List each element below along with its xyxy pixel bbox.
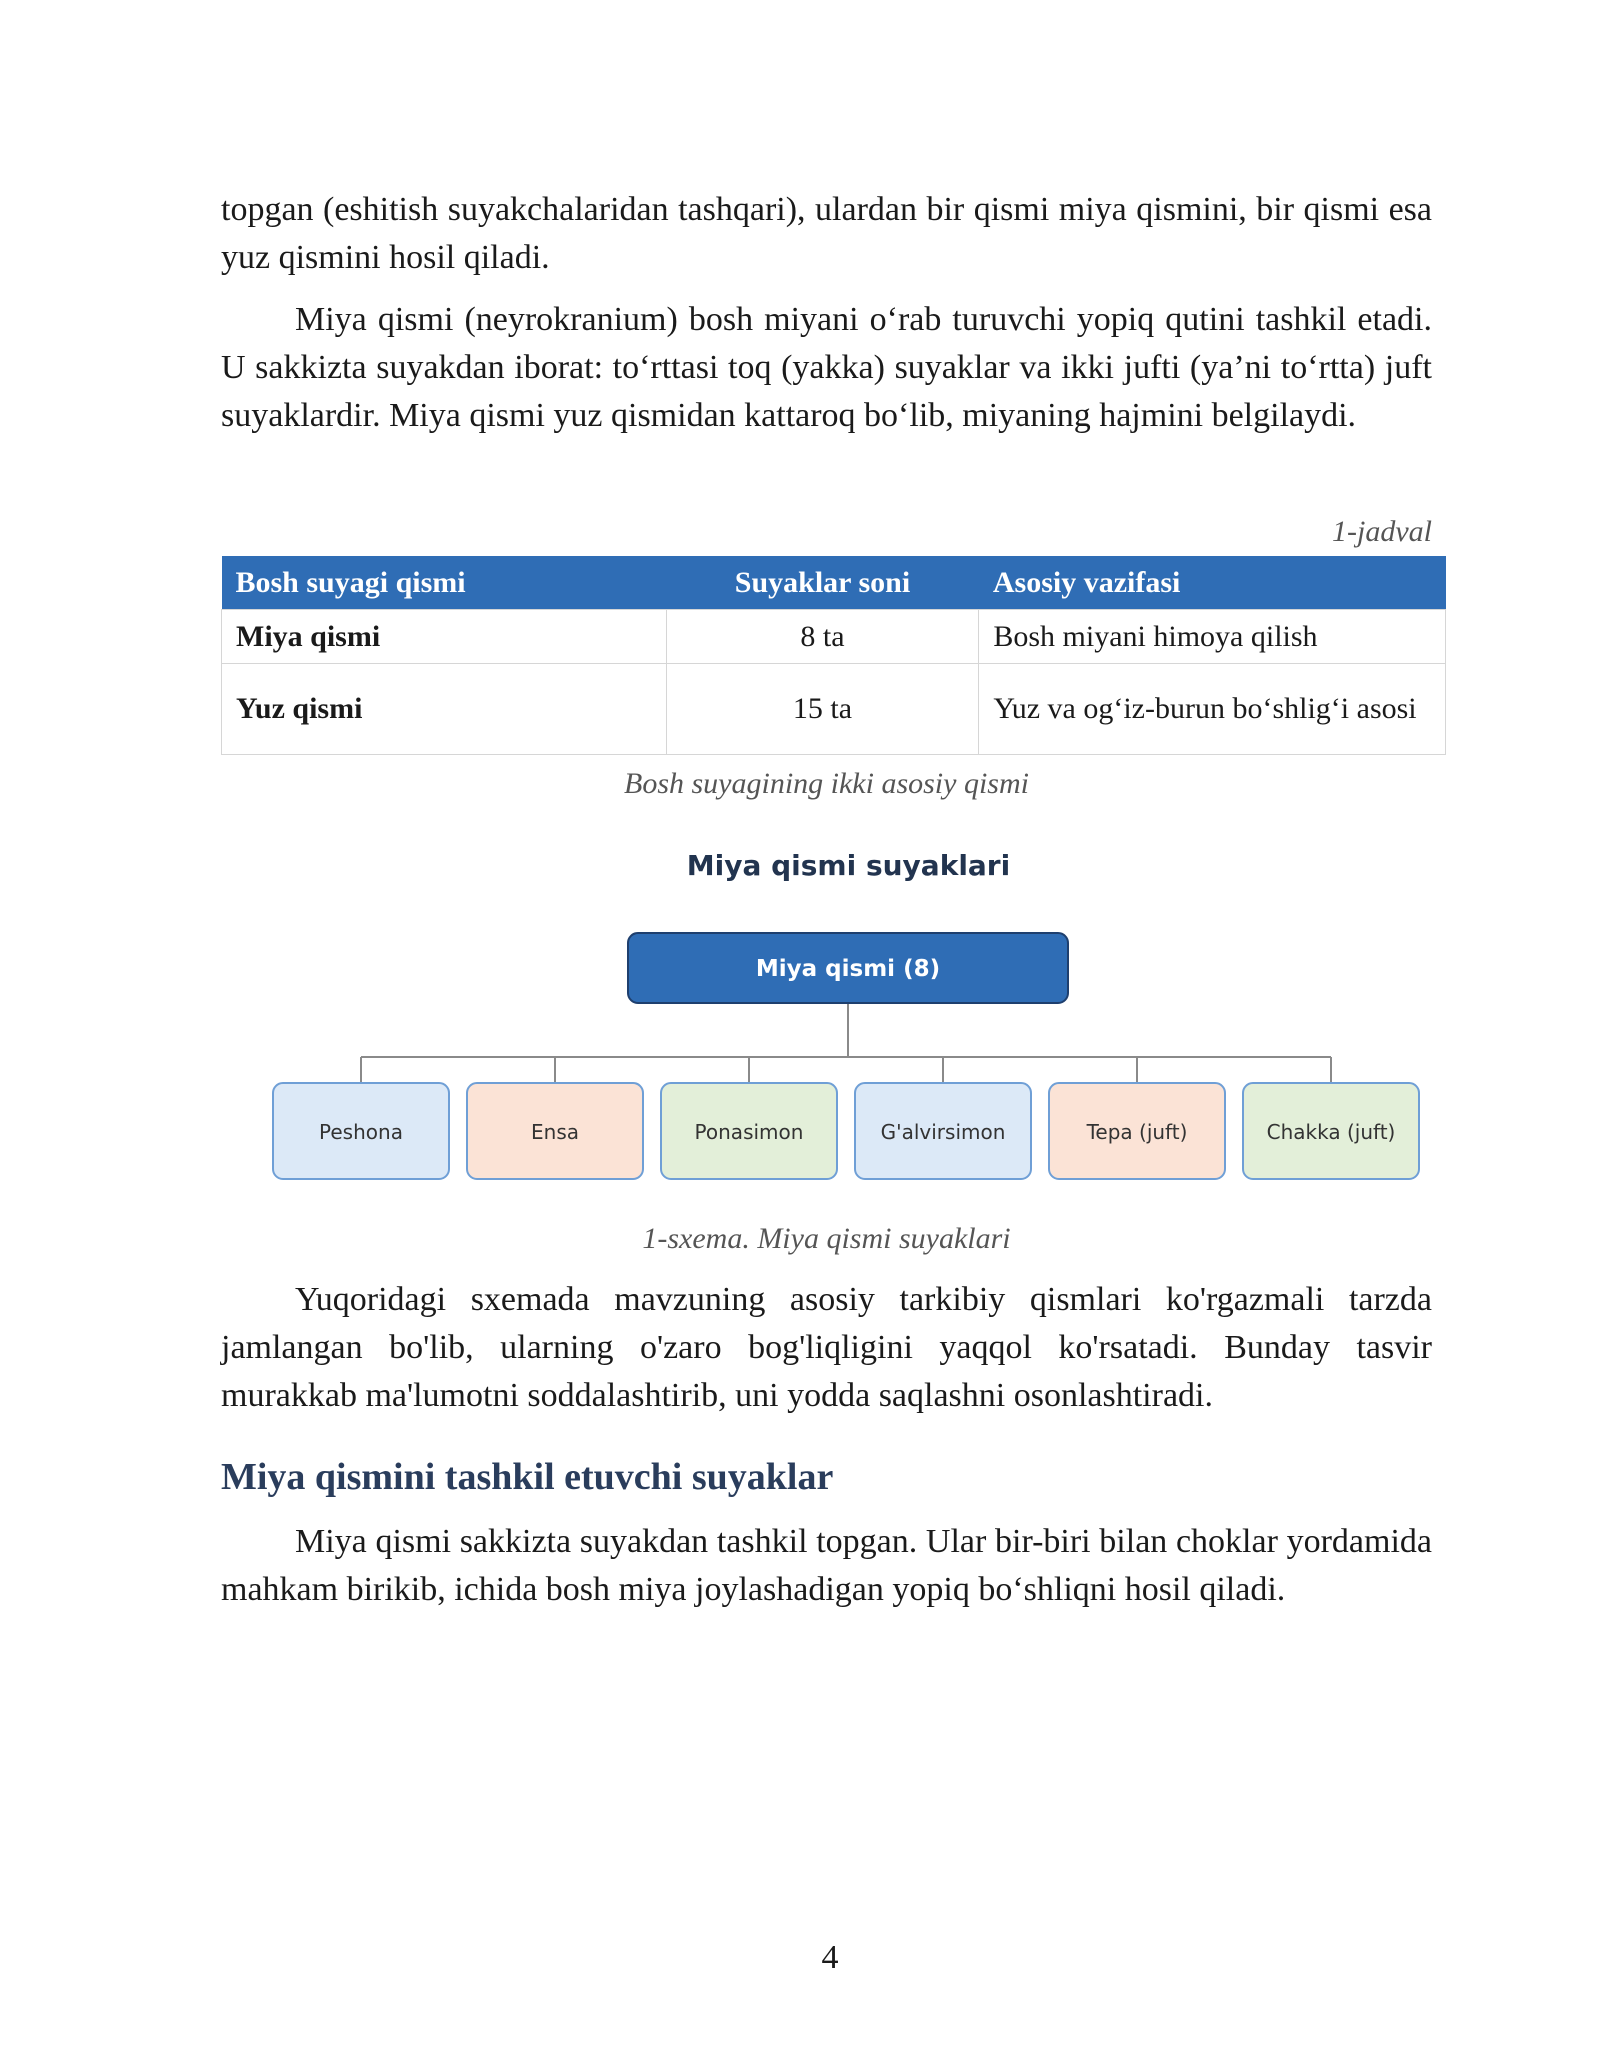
diagram-child-nodes: [273, 1083, 1419, 1179]
hierarchy-diagram: [0, 900, 1600, 1200]
diagram-child-label: G'alvirsimon: [880, 1120, 1006, 1144]
table-cell: Yuz qismi: [222, 664, 667, 755]
diagram-root-label: Miya qismi (8): [755, 956, 941, 982]
diagram-child-node: [855, 1083, 1031, 1179]
diagram-title: Miya qismi suyaklari: [686, 849, 1011, 882]
diagram-child-node: [1049, 1083, 1225, 1179]
table-cell: 15 ta: [666, 664, 979, 755]
diagram-child-label: Chakka (juft): [1266, 1120, 1396, 1144]
paragraph-4: Miya qismi sakkizta suyakdan tashkil topgan. Ular bir-biri bilan choklar yordamida mahkam birikib, ichida bosh miya joylashadigan yopiq bo‘shliqni hosil qiladi.: [221, 1523, 1432, 1608]
table-cell: Miya qismi: [222, 610, 667, 664]
table-cell: Bosh miyani himoya qilish: [979, 610, 1446, 664]
table-label: 1-jadval: [1332, 515, 1432, 548]
table-header-cell: Bosh suyagi qismi: [222, 556, 667, 610]
diagram-child-label: Tepa (juft): [1086, 1120, 1188, 1144]
table-cell: Yuz va og‘iz-burun bo‘shlig‘i asosi: [979, 664, 1446, 755]
table-header-cell: Asosiy vazifasi: [979, 556, 1446, 610]
diagram-child-label: Peshona: [319, 1120, 403, 1144]
diagram-child-node: [273, 1083, 449, 1179]
diagram-child-label: Ponasimon: [694, 1120, 804, 1144]
diagram-caption: 1-sxema. Miya qismi suyaklari: [642, 1222, 1011, 1255]
diagram-root-node: [628, 933, 1068, 1003]
diagram-child-label: Ensa: [531, 1120, 579, 1144]
section-heading: Miya qismini tashkil etuvchi suyaklar: [221, 1456, 834, 1498]
table-header-cell: Suyaklar soni: [666, 556, 979, 610]
table-row: [222, 610, 1446, 664]
paragraph-2: Miya qismi (neyrokranium) bosh miyani o‘rab turuvchi yopiq qutini tashkil etadi. U sakkizta suyakdan iborat: to‘rttasi toq (yakka) suyaklar va ikki jufti (ya’ni to‘rtta) juft suyaklardir. Miya qismi yuz qismidan kattaroq bo‘lib, miyaning hajmini belgilaydi.: [221, 301, 1432, 434]
page-number: 4: [821, 1939, 839, 1976]
table-header-row: [222, 556, 1446, 610]
diagram-connectors: [361, 1003, 1331, 1083]
diagram-child-node: [467, 1083, 643, 1179]
data-table: [221, 556, 1446, 755]
table-row: [222, 664, 1446, 755]
diagram-child-node: [661, 1083, 837, 1179]
paragraph-1: topgan (eshitish suyakchalaridan tashqari), ulardan bir qismi miya qismini, bir qismi esa yuz qismini hosil qiladi.: [221, 191, 1432, 276]
table-caption: Bosh suyagining ikki asosiy qismi: [624, 767, 1029, 800]
table-cell: 8 ta: [666, 610, 979, 664]
diagram-child-node: [1243, 1083, 1419, 1179]
paragraph-3: Yuqoridagi sxemada mavzuning asosiy tarkibiy qismlari ko'rgazmali tarzda jamlangan bo'lib, ularning o'zaro bog'liqligini yaqqol ko'rsatadi. Bunday tasvir murakkab ma'lumotni soddalashtirib, uni yodda saqlashni osonlashtiradi.: [221, 1281, 1432, 1414]
